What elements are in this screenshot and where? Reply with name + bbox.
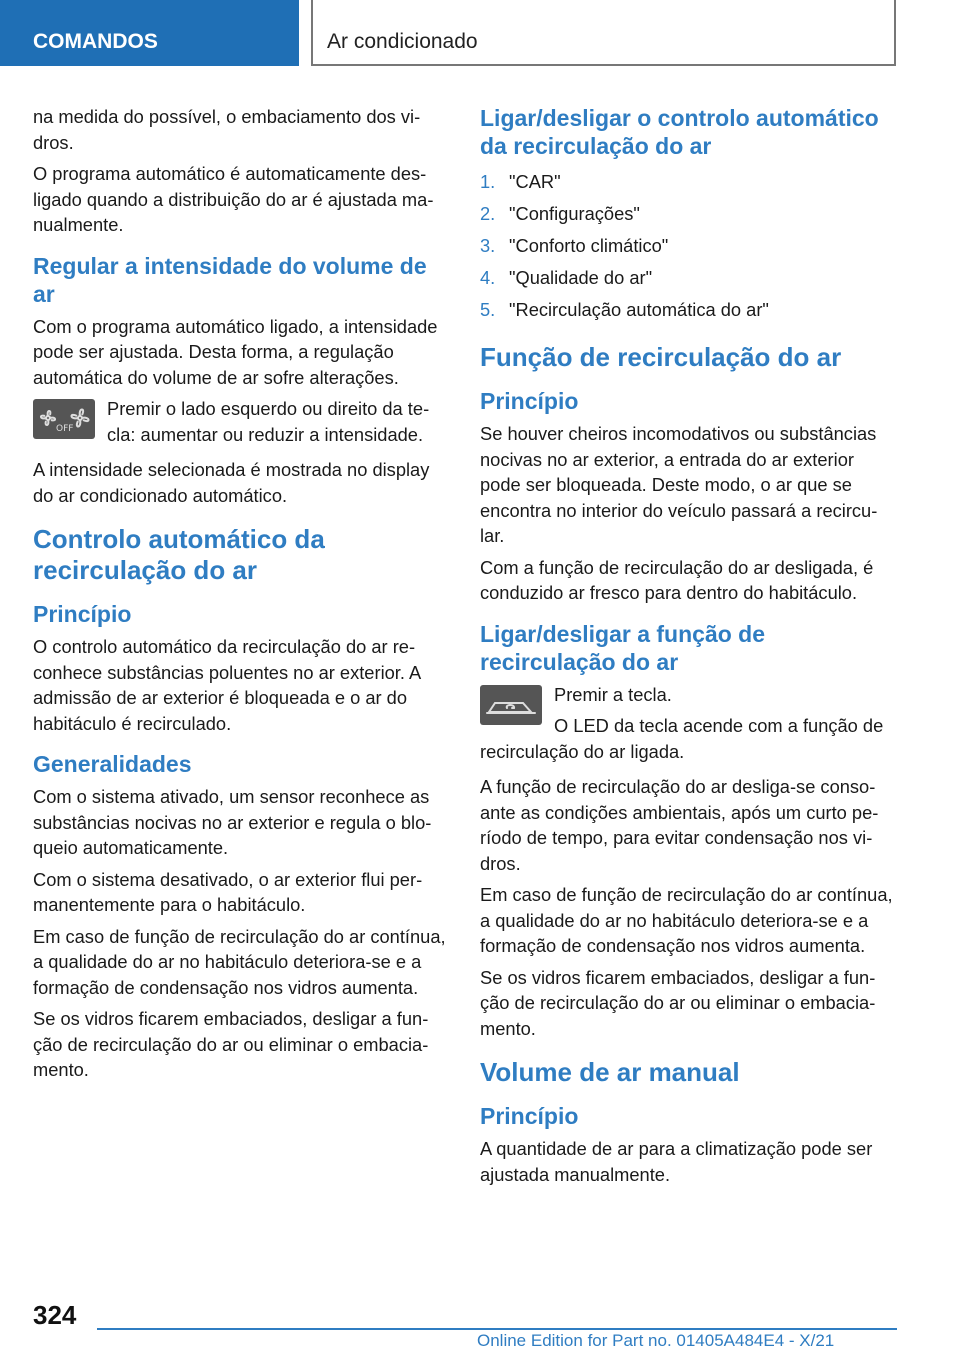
recirc-button-led: O LED da tecla acende com a função de recirculação do ar ligada. <box>480 715 884 762</box>
heading-manual-volume: Volume de ar manual <box>480 1057 740 1087</box>
footer-edition: Online Edition for Part no. 01405A484E4 - X/21 <box>477 1331 835 1350</box>
heading-principle: Princípio <box>480 388 579 414</box>
heading-principle: Princípio <box>480 1103 579 1129</box>
recirc-button-step: Premir a tecla. <box>554 683 672 705</box>
right-column <box>480 104 895 1193</box>
paragraph: na medida do possível, o embaciamento dos vidros. <box>33 106 421 153</box>
fan-off-icon <box>33 399 95 439</box>
paragraph: Com o sistema ativado, um sensor reconhece as substâncias nocivas no ar exterior e regula o bloqueio automaticamente. <box>33 786 432 858</box>
section-tab: COMANDOS <box>0 0 299 66</box>
paragraph: Se os vidros ficarem embaciados, desligar a função de recirculação do ar ou eliminar o embaciamento. <box>33 1008 429 1080</box>
paragraph: Em caso de função de recirculação do ar contínua, a qualidade do ar no habitáculo deteriora-se e a formação de condensação nos vidros aumenta. <box>480 884 893 956</box>
paragraph: Se os vidros ficarem embaciados, desligar a função de recirculação do ar ou eliminar o embaciamento. <box>480 966 876 1039</box>
footer-divider <box>97 1328 897 1330</box>
chapter-title: Ar condicionado <box>311 0 896 66</box>
paragraph: A intensidade selecionada é mostrada no display do ar condicionado automático. <box>33 459 430 506</box>
list-item: 3. "Conforto climático" <box>480 235 669 256</box>
heading-intensity: Regular a intensidade do volume de ar <box>33 252 427 307</box>
paragraph: Com o sistema desativado, o ar exterior flui permanentemente para o habitáculo. <box>33 868 423 915</box>
page-number: 324 <box>33 1300 77 1330</box>
heading-toggle-auto: Ligar/desligar o controlo automático da recirculação do ar <box>480 105 879 159</box>
recirc-button-block <box>480 682 895 765</box>
heading-recirc-function: Função de recirculação do ar <box>480 342 842 372</box>
recirculation-car-icon <box>480 685 542 725</box>
fan-off-label: OFF <box>56 424 74 434</box>
steps-list <box>480 166 895 326</box>
heading-toggle-recirc: Ligar/desligar a função de recirculação do ar <box>480 620 766 675</box>
fan-button-row <box>33 396 448 447</box>
paragraph: Se houver cheiros incomodativos ou substâncias nocivas no ar exterior, a entrada do ar exterior pode ser bloqueada. Deste modo, o ar que se encontra no interior do veículo passará a recircular. <box>480 423 878 546</box>
paragraph: O programa automático é automaticamente desligado quando a distribuição do ar é ajustada manualmente. <box>33 163 434 235</box>
paragraph: A quantidade de ar para a climatização pode ser ajustada manualmente. <box>480 1138 873 1185</box>
heading-general: Generalidades <box>33 751 192 777</box>
paragraph: A função de recirculação do ar desliga-se consoante as condições ambientais, após um curto período de tempo, para evitar condensação nos vidros. <box>480 776 879 874</box>
list-item: 4. "Qualidade do ar" <box>480 267 653 288</box>
list-item: 5. "Recirculação automática do ar" <box>480 299 769 320</box>
list-item: 2. "Configurações" <box>480 203 640 224</box>
list-item: 1. "CAR" <box>480 171 561 192</box>
heading-auto-recirc: Controlo automático da recirculação do ar <box>33 524 325 585</box>
heading-principle: Princípio <box>33 601 132 627</box>
left-column <box>33 104 448 1089</box>
paragraph: Com o programa automático ligado, a intensidade pode ser ajustada. Desta forma, a regulação automática do volume de ar sofre alterações. <box>33 315 438 388</box>
fan-button-description: Premir o lado esquerdo ou direito da tecla: aumentar ou reduzir a intensidade. <box>107 398 430 445</box>
paragraph: Com a função de recirculação do ar desligada, é conduzido ar fresco para dentro do habitáculo. <box>480 556 874 603</box>
paragraph: O controlo automático da recirculação do ar reconhece substâncias poluentes no ar exterior. A admissão de ar exterior é bloqueada e o ar do habitáculo é recirculado. <box>33 636 421 734</box>
paragraph: Em caso de função de recirculação do ar contínua, a qualidade do ar no habitáculo deteriora-se e a formação de condensação nos vidros aumenta. <box>33 925 446 998</box>
